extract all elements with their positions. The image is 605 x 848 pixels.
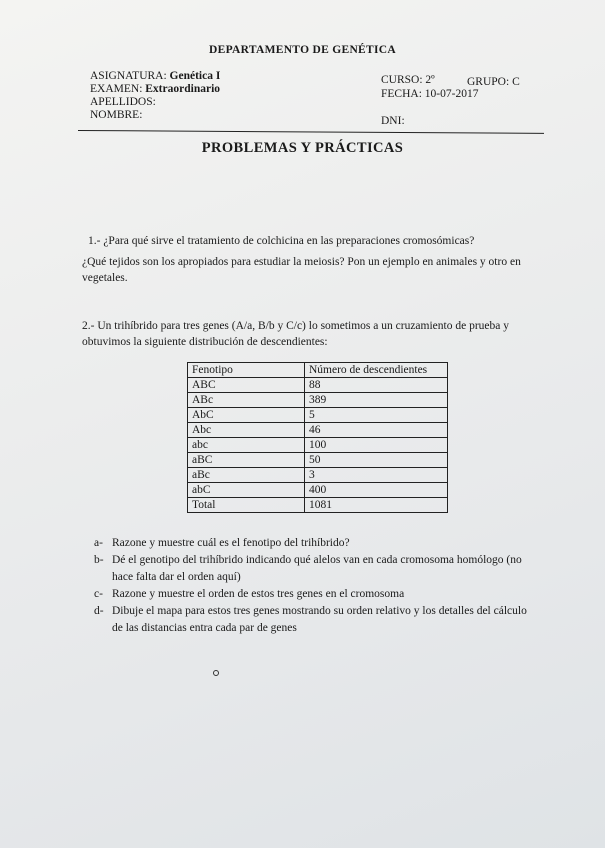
phenotype-cell: AbC <box>188 408 305 423</box>
phenotype-cell: Abc <box>188 423 305 438</box>
table-row <box>188 453 448 468</box>
option-text: Razone y muestre cuál es el fenotipo del trihíbrido? <box>112 537 350 549</box>
curso-label: CURSO: <box>381 74 423 86</box>
count-cell: 46 <box>305 423 448 438</box>
table-header-phenotype: Fenotipo <box>188 363 305 378</box>
examen-line <box>90 83 220 95</box>
count-cell: 88 <box>305 378 448 393</box>
examen-value: Extraordinario <box>145 83 221 95</box>
phenotype-cell: ABc <box>188 393 305 408</box>
phenotype-cell: abC <box>188 483 305 498</box>
option-letter: b- <box>94 554 104 566</box>
phenotype-cell: ABC <box>188 378 305 393</box>
option-a <box>94 535 534 552</box>
option-text: Dibuje el mapa para estos tres genes mostrando su orden relativo y los detalles del cálculo de las distancias entra cada par de genes <box>112 605 527 634</box>
question-1-line-2: ¿Qué tejidos son los apropiados para estudiar la meiosis? Pon un ejemplo en animales y otro en vegetales. <box>82 256 521 284</box>
question-2-intro: 2.- Un trihíbrido para tres genes (A/a, B/b y C/c) lo sometimos a un cruzamiento de prueba y obtuvimos la siguiente distribución de descendientes: <box>82 320 509 348</box>
option-letter: d- <box>94 605 104 617</box>
table-row <box>188 483 448 498</box>
stray-mark <box>213 670 219 676</box>
table-row <box>188 468 448 483</box>
count-cell: 50 <box>305 453 448 468</box>
count-cell: 3 <box>305 468 448 483</box>
curso-line <box>381 74 435 86</box>
asignatura-label: ASIGNATURA: <box>90 70 167 82</box>
count-cell: 5 <box>305 408 448 423</box>
count-cell: 100 <box>305 438 448 453</box>
grupo-label: GRUPO: <box>467 76 510 88</box>
apellidos-label: APELLIDOS: <box>90 96 156 108</box>
grupo-line <box>467 76 520 88</box>
asignatura-value: Genética I <box>169 70 221 82</box>
table-header-row <box>188 363 448 378</box>
phenotype-table <box>187 362 448 513</box>
header-divider <box>78 130 544 134</box>
fecha-line <box>381 88 478 100</box>
table-row <box>188 408 448 423</box>
table-row <box>188 423 448 438</box>
option-c <box>94 586 534 603</box>
section-title: PROBLEMAS Y PRÁCTICAS <box>201 140 404 156</box>
option-d <box>94 603 534 637</box>
count-cell: 400 <box>305 483 448 498</box>
option-letter: c- <box>94 588 103 600</box>
total-label-cell: Total <box>188 498 305 513</box>
table-total-row <box>188 498 448 513</box>
table-row <box>188 378 448 393</box>
department-title: DEPARTAMENTO DE GENÉTICA <box>209 44 396 56</box>
count-cell: 389 <box>305 393 448 408</box>
asignatura-line <box>90 70 220 82</box>
table-header-count: Número de descendientes <box>305 363 448 378</box>
option-b <box>94 552 534 586</box>
dni-label: DNI: <box>381 115 405 127</box>
option-text: Razone y muestre el orden de estos tres genes en el cromosoma <box>112 588 405 600</box>
fecha-label: FECHA: <box>381 88 422 100</box>
question-1-line-1: 1.- ¿Para qué sirve el tratamiento de colchicina en las preparaciones cromosómicas? <box>88 235 475 247</box>
nombre-label: NOMBRE: <box>90 109 143 121</box>
question-2-options <box>94 535 534 637</box>
examen-label: EXAMEN: <box>90 83 143 95</box>
table-row <box>188 438 448 453</box>
phenotype-cell: aBc <box>188 468 305 483</box>
table-row <box>188 393 448 408</box>
grupo-value: C <box>512 76 520 88</box>
total-count-cell: 1081 <box>305 498 448 513</box>
phenotype-cell: abc <box>188 438 305 453</box>
curso-value: 2º <box>425 74 435 86</box>
fecha-value: 10-07-2017 <box>424 88 479 100</box>
option-letter: a- <box>94 537 103 549</box>
option-text: Dé el genotipo del trihíbrido indicando qué alelos van en cada cromosoma homólogo (no hace falta dar el orden aquí) <box>112 554 522 583</box>
phenotype-cell: aBC <box>188 453 305 468</box>
